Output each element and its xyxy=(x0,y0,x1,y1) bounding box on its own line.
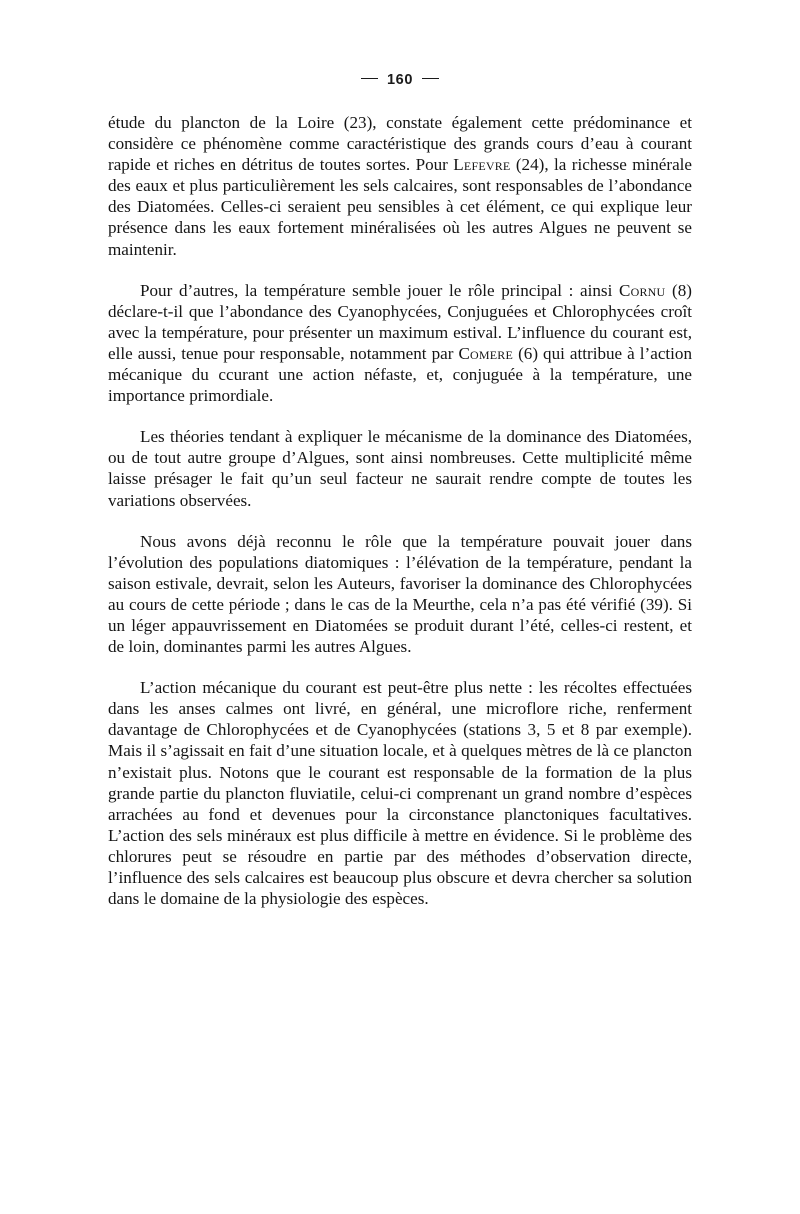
folio-dash-left-icon xyxy=(361,78,378,80)
paragraph-5: L’action mécanique du courant est peut-être plus nette : les récoltes effectuées dans les anses calmes ont livré, en général, une microflore riche, renferment davantage de Chlorophycées et de Cyanophycées (stations 3, 5 et 8 par exemple). Mais il s’agissait en fait d’une situation locale, et à quelques mètres de là ce plancton n’existait plus. Notons que le courant est responsable de la formation de la plus grande partie du plancton fluviatile, celui-ci comprenant un grand nombre d’espèces arrachées au fond et devenues pour la circonstance planctoniques facultatives. L’action des sels minéraux est plus difficile à mettre en évidence. Si le problème des chlorures peut se résoudre en partie par des méthodes d’observation directe, l’influence des sels calcaires est beaucoup plus obscure et devra chercher sa solution dans le domaine de la physiologie des espèces. xyxy=(108,678,692,909)
paragraph-4: Nous avons déjà reconnu le rôle que la température pouvait jouer dans l’évolution des populations diatomiques : l’élévation de la température, pendant la saison estivale, devrait, selon les Auteurs, favoriser la dominance des Chlorophycées au cours de cette période ; dans le cas de la Meurthe, cela n’a pas été vérifié (39). Si un léger appauvrissement en Diatomées se produit durant l’été, celles-ci restent, et de loin, dominantes parmi les autres Algues. xyxy=(108,531,692,657)
small-caps-name: Comere xyxy=(458,343,514,363)
paragraph-2: Pour d’autres, la température semble jouer le rôle principal : ainsi Cornu (8) déclare-t-il que l’abondance des Cyanophycées, Conjuguées et Chlorophycées croît avec la température, pour présenter un maximum estival. L’influence du courant est, elle aussi, tenue pour responsable, notamment par Comere (6) qui attribue à l’action mécanique du ccurant une action néfaste, et, conjuguée à la température, une importance primordiale. xyxy=(108,280,692,406)
page-number: 160 xyxy=(387,72,413,89)
body-text-block xyxy=(108,112,692,909)
paragraph-1: étude du plancton de la Loire (23), constate également cette prédominance et considère ce phénomène comme caractéristique des grands cours d’eau à courant rapide et riches en détritus de toutes sortes. Pour Lefevre (24), la richesse minérale des eaux et plus particulièrement les sels calcaires, sont responsables de l’abondance des Diatomées. Celles-ci seraient peu sensibles à cet élément, ce qui explique leur présence dans les eaux fortement minéralisées où les autres Algues ne peuvent se maintenir. xyxy=(108,113,693,259)
folio-dash-right-icon xyxy=(422,78,439,80)
small-caps-name: Cornu xyxy=(619,280,666,300)
page-folio-header xyxy=(0,72,800,88)
paragraph-3: Les théories tendant à expliquer le mécanisme de la dominance des Diatomées, ou de tout autre groupe d’Algues, sont ainsi nombreuses. Cette multiplicité même laisse présager le fait qu’un seul facteur ne saurait rendre compte de toutes les variations observées. xyxy=(108,427,692,510)
small-caps-name: Lefevre xyxy=(453,155,511,175)
